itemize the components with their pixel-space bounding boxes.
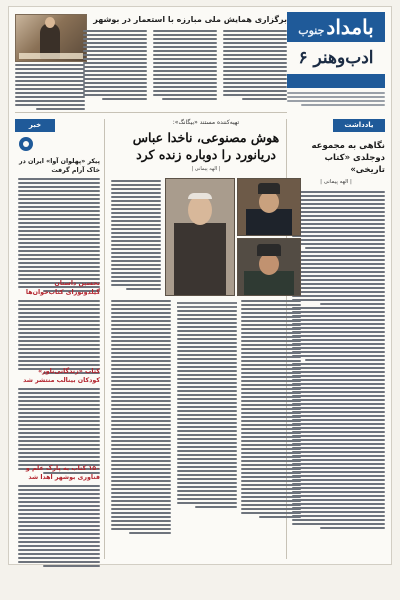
portrait-photo-2: [237, 238, 301, 296]
news-item-2: [18, 279, 100, 376]
news-item-title: تحسین داستان گیلدونورای کتاب‌خوان‌ها: [25, 280, 100, 296]
feature-body: [111, 300, 301, 600]
news-item-title: ۱۵۰ کتاب به پارک علم و فناوری بوشهر اهدا شد: [25, 465, 100, 481]
masthead: [287, 12, 385, 112]
newspaper-page: [8, 6, 392, 565]
masthead-meta-strip: [287, 74, 385, 88]
feature-col-middle: [177, 300, 237, 510]
news-item-body: [18, 178, 100, 292]
note-body: [287, 191, 385, 529]
agency-logo-icon: [19, 137, 33, 151]
note-author: | الهه پیمانی |: [320, 179, 352, 185]
top-story-body-col-4: [15, 64, 85, 112]
news-item-title: کتاب «زندگانی‌ناور» کودکان بینالب منتشر شد: [23, 368, 100, 384]
note-title: نگاهی به مجموعه دوجلدی «کتاب تاریخی»: [311, 141, 385, 175]
note-section-tag: یادداشت: [333, 119, 385, 132]
feature-col-right: [241, 300, 301, 520]
news-column: [15, 119, 105, 559]
newspaper-logo: [287, 12, 385, 42]
news-item-1: [18, 157, 100, 294]
news-item-4: [18, 464, 100, 569]
feature-col-left: [111, 300, 171, 536]
photo-side-text: [111, 180, 161, 292]
feature-kicker: تهیه‌کننده مستند «بیگانگ»:: [172, 119, 240, 126]
feature-byline: | الهه پیمانی |: [191, 166, 221, 172]
news-item-body: [18, 388, 100, 474]
news-item-3: [18, 367, 100, 476]
feature-photo-group: [111, 178, 301, 296]
news-item-body: [18, 485, 100, 567]
top-story-photo: [15, 14, 87, 62]
portrait-photo-3: [165, 178, 235, 296]
masthead-text: [287, 92, 385, 106]
top-story-body-col-3: [83, 30, 147, 102]
top-story-body-col-1: [223, 30, 287, 102]
news-section-tag: خبر: [15, 119, 55, 132]
news-item-body: [18, 300, 100, 374]
brand-sub: جنوب: [298, 24, 325, 37]
top-story-headline: برگزاری همایش ملی مبارزه با استعمار در بوشهر: [93, 15, 287, 24]
feature-headline: هوش مصنوعی، ناخدا عباس دریانورد را دوباره زنده کرد: [132, 130, 280, 162]
section-title: ادب‌وهنر ۶: [298, 48, 374, 68]
portrait-photo-1: [237, 178, 301, 236]
top-story-body-col-2: [153, 30, 217, 102]
brand-name: بامداد: [326, 15, 374, 39]
news-item-title: پیکر «پهلوان آوا» ایران در خاک آرام گرفت: [18, 158, 100, 174]
feature-article: [111, 119, 301, 559]
top-lead-story: [15, 12, 287, 113]
